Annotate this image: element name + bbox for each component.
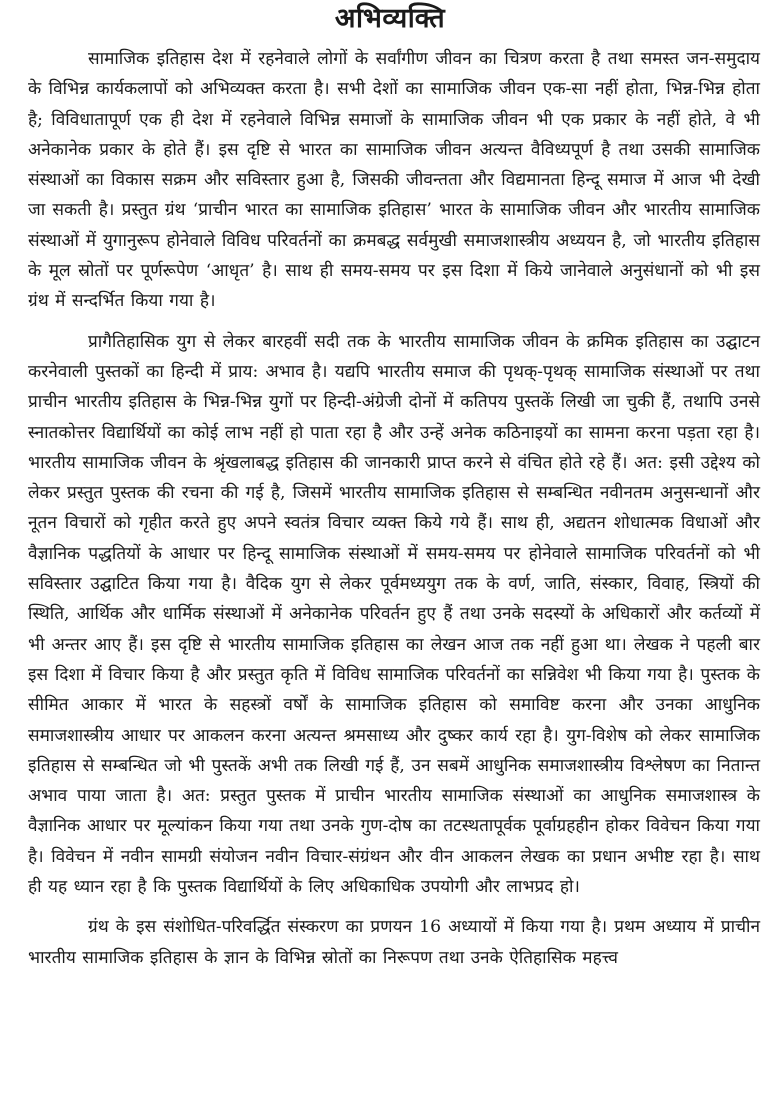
page-title: अभिव्यक्ति [334, 3, 446, 34]
paragraph-1: सामाजिक इतिहास देश में रहनेवाले लोगों के सर्वांगीण जीवन का चित्रण करता है तथा समस्त जन-समुदाय के विभिन्न कार्यकलापों को अभिव्यक्त करता है। सभी देशों का सामाजिक जीवन एक-सा नहीं होता, भिन्न-भिन्न होता है; विविधातापूर्ण एक ही देश में रहनेवाले विभिन्न समाजों के सामाजिक जीवन भी एक प्रकार के नहीं होते, वे भी अनेकानेक प्रकार के होते हैं। इस दृष्टि से भारत का सामाजिक जीवन अत्यन्त वैविध्यपूर्ण है तथा उसकी सामाजिक संस्थाओं का विकास सक्रम और सविस्तार हुआ है, जिसकी जीवन्तता और विद्यमानता हिन्दू समाज में आज भी देखी जा सकती है। प्रस्तुत ग्रंथ ‘प्राचीन भारत का सामाजिक इतिहास’ भारत के सामाजिक जीवन और भारतीय सामाजिक संस्थाओं में युगानुरूप होनेवाले विविध परिवर्तनों का क्रमबद्ध सर्वमुखी समाजशास्त्रीय अध्ययन है, जो भारतीय इतिहास के मूल स्रोतों पर पूर्णरूपेण ‘आधृत’ है। साथ ही समय-समय पर इस दिशा में किये जानेवाले अनुसंधानों को भी इस ग्रंथ में सन्दर्भित किया गया है। [28, 49, 760, 312]
paragraph-3: ग्रंथ के इस संशोधित-परिवर्द्धित संस्करण का प्रणयन 16 अध्यायों में किया गया है। प्रथम अध्याय में प्राचीन भारतीय सामाजिक इतिहास के ज्ञान के विभिन्न स्रोतों का निरूपण तथा उनके ऐतिहासिक महत्त्व [28, 917, 760, 968]
paragraph-2: प्रागैतिहासिक युग से लेकर बारहवीं सदी तक के भारतीय सामाजिक जीवन के क्रमिक इतिहास का उद्घाटन करनेवाली पुस्तकों का हिन्दी में प्राय: अभाव है। यद्यपि भारतीय समाज की पृथक्-पृथक् सामाजिक संस्थाओं पर तथा प्राचीन भारतीय इतिहास के भिन्न-भिन्न युगों पर हिन्दी-अंग्रेजी दोनों में कतिपय पुस्तकें लिखी जा चुकी हैं, तथापि उनसे स्नातकोत्तर विद्यार्थियों का कोई लाभ नहीं हो पाता रहा है और उन्हें अनेक कठिनाइयों का सामना करना पड़ता रहा है। भारतीय सामाजिक जीवन के श्रृंखलाबद्ध इतिहास की जानकारी प्राप्त करने से वंचित होते रहे हैं। अत: इसी उद्देश्य को लेकर प्रस्तुत पुस्तक की रचना की गई है, जिसमें भारतीय सामाजिक इतिहास से सम्बन्धित नवीनतम अनुसन्धानों और नूतन विचारों को गृहीत करते हुए अपने स्वतंत्र विचार व्यक्त किये गये हैं। साथ ही, अद्यतन शोधात्मक विधाओं और वैज्ञानिक पद्धतियों के आधार पर हिन्दू सामाजिक संस्थाओं में समय-समय पर होनेवाले सामाजिक परिवर्तनों को भी सविस्तार उद्घाटित किया गया है। वैदिक युग से लेकर पूर्वमध्ययुग तक के वर्ण, जाति, संस्कार, विवाह, स्त्रियों की स्थिति, आर्थिक और धार्मिक संस्थाओं में अनेकानेक परिवर्तन हुए हैं तथा उनके सदस्यों के अधिकारों और कर्तव्यों में भी अन्तर आए हैं। इस दृष्टि से भारतीय सामाजिक इतिहास का लेखन आज तक नहीं हुआ था। लेखक ने पहली बार इस दिशा में विचार किया है और प्रस्तुत कृति में विविध सामाजिक परिवर्तनों का सन्निवेश भी किया गया है। पुस्तक के सीमित आकार में भारत के सहस्त्रों वर्षों के सामाजिक इतिहास को समाविष्ट करना और उनका आधुनिक समाजशास्त्रीय आधार पर आकलन करना अत्यन्त श्रमसाध्य और दुष्कर कार्य रहा है। युग-विशेष को लेकर सामाजिक इतिहास से सम्बन्धित जो भी पुस्तकें अभी तक लिखी गई हैं, उन सबमें आधुनिक समाजशास्त्रीय विश्लेषण का नितान्त अभाव पाया जाता है। अत: प्रस्तुत पुस्तक में प्राचीन भारतीय सामाजिक संस्थाओं का आधुनिक समाजशास्त्र के वैज्ञानिक आधार पर मूल्यांकन किया गया तथा उनके गुण-दोष का तटस्थतापूर्वक पूर्वाग्रहहीन होकर विवेचन किया गया है। विवेचन में नवीन सामग्री संयोजन नवीन विचार-संग्रंथन और वीन आकलन लेखक का प्रधान अभीष्ट रहा है। साथ ही यह ध्यान रहा है कि पुस्तक विद्यार्थियों के लिए अधिकाधिक उपयोगी और लाभप्रद हो। [28, 331, 760, 898]
body-text [28, 44, 760, 983]
